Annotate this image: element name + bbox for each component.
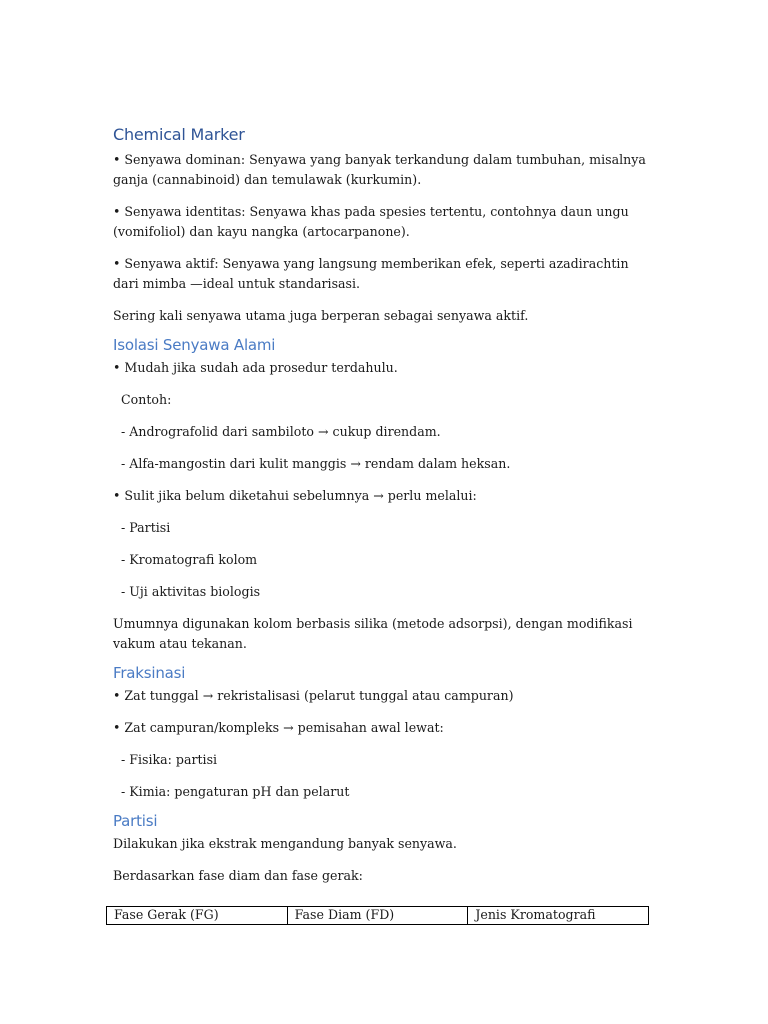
- paragraph: - Kromatografi kolom: [113, 552, 258, 567]
- heading-fraksinasi: Fraksinasi: [113, 664, 186, 682]
- paragraph: • Senyawa identitas: Senyawa khas pada spesies tertentu, contohnya daun ungu (vomifoliol) dan kayu nangka (artocarpanone).: [113, 204, 629, 239]
- heading-isolasi: Isolasi Senyawa Alami: [113, 336, 276, 354]
- heading-chemical-marker: Chemical Marker: [113, 125, 245, 144]
- paragraph: Sering kali senyawa utama juga berperan sebagai senyawa aktif.: [113, 308, 529, 323]
- paragraph: • Senyawa dominan: Senyawa yang banyak terkandung dalam tumbuhan, misalnya ganja (cannabinoid) dan temulawak (kurkumin).: [113, 152, 646, 187]
- paragraph: - Partisi: [113, 520, 171, 535]
- table-header-cell: Fase Gerak (FG): [107, 907, 288, 925]
- document-body: [113, 125, 658, 898]
- paragraph: - Uji aktivitas biologis: [113, 584, 261, 599]
- paragraph: • Zat tunggal → rekristalisasi (pelarut tunggal atau campuran): [113, 688, 514, 703]
- paragraph: • Zat campuran/kompleks → pemisahan awal lewat:: [113, 720, 444, 735]
- paragraph: - Andrografolid dari sambiloto → cukup direndam.: [113, 424, 441, 439]
- table-header-cell: Fase Diam (FD): [287, 907, 468, 925]
- paragraph: Dilakukan jika ekstrak mengandung banyak senyawa.: [113, 836, 457, 851]
- table-header-cell: Jenis Kromatografi: [468, 907, 649, 925]
- paragraph: Umumnya digunakan kolom berbasis silika (metode adsorpsi), dengan modifikasi vakum atau tekanan.: [113, 616, 633, 651]
- heading-partisi: Partisi: [113, 812, 158, 830]
- table-header-row: [107, 907, 649, 925]
- paragraph: - Fisika: partisi: [113, 752, 218, 767]
- paragraph: • Mudah jika sudah ada prosedur terdahulu.: [113, 360, 398, 375]
- paragraph: - Alfa-mangostin dari kulit manggis → rendam dalam heksan.: [113, 456, 511, 471]
- paragraph: • Sulit jika belum diketahui sebelumnya → perlu melalui:: [113, 488, 477, 503]
- paragraph: Berdasarkan fase diam dan fase gerak:: [113, 868, 363, 883]
- chromatography-table: [106, 906, 649, 925]
- paragraph: • Senyawa aktif: Senyawa yang langsung memberikan efek, seperti azadirachtin dari mimba —ideal untuk standarisasi.: [113, 256, 629, 291]
- paragraph: - Kimia: pengaturan pH dan pelarut: [113, 784, 350, 799]
- paragraph: Contoh:: [113, 392, 172, 407]
